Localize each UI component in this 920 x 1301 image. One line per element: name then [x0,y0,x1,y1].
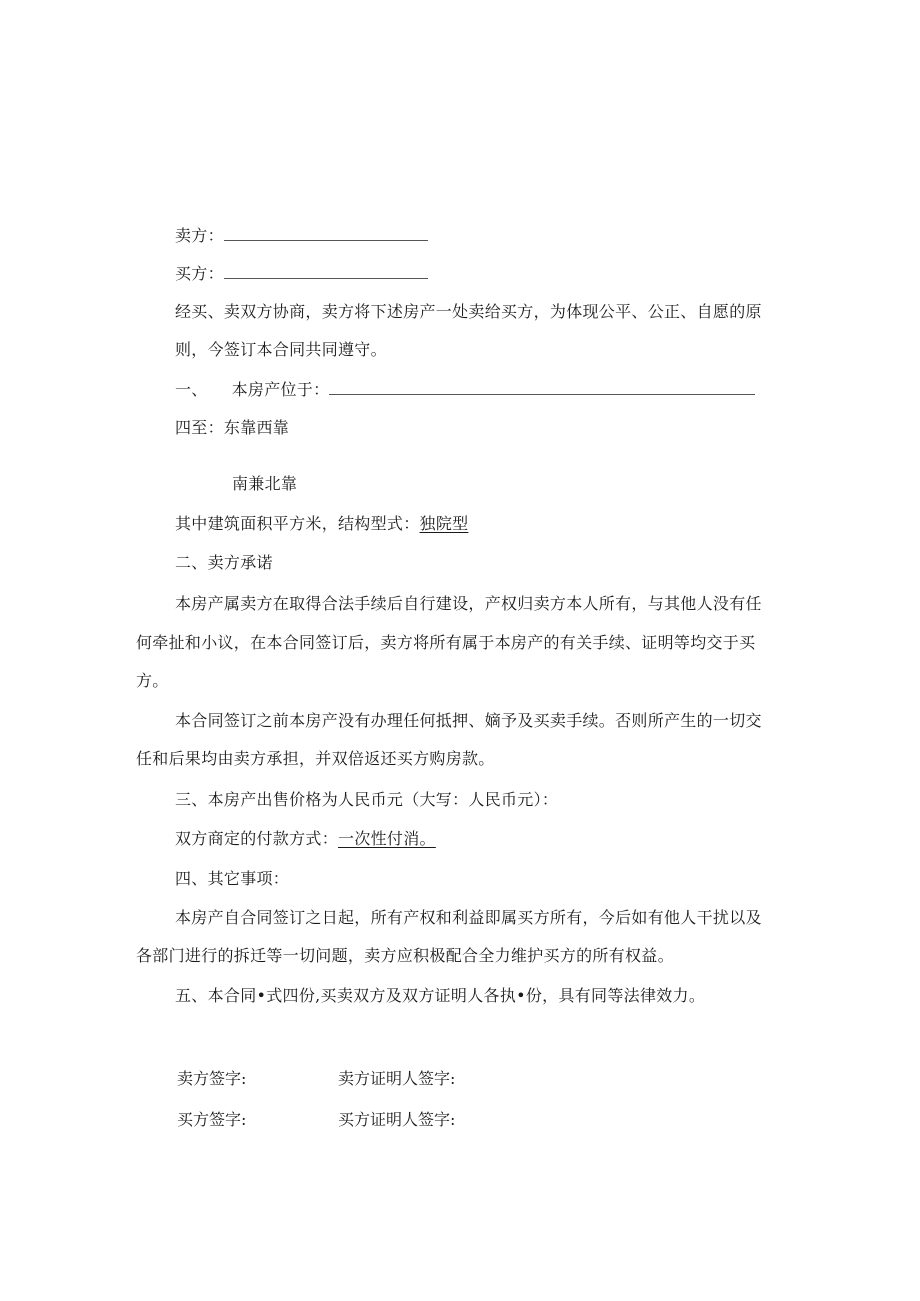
section5-text: 五、本合同•式四份,买卖双方及双方证明人各执•份，具有同等法律效力。 [175,986,706,1005]
buyer-label: 买方： [175,264,224,283]
payment-value: 一次性付消。 [338,829,436,848]
buyer-witness-label: 买方证明人签字: [338,1110,456,1129]
seller-signature-label: 卖方签字: [177,1069,247,1088]
buyer-blank [224,264,428,279]
structure-line [175,514,468,534]
structure-value: 独院型 [419,514,469,533]
section4-line-1: 本房产自合同签订之日起，所有产权和利益即属买方所有，今后如有他人干扰以及 [175,908,762,927]
section1-label: 本房产位于： [231,380,330,399]
boundaries-line-1: 四至：东靠西靠 [175,418,290,437]
boundaries-line-2: 南兼北靠 [232,474,298,493]
section4-line-2: 各部门进行的拆迁等一切问题，卖方应积极配合全力维护买方的所有权益。 [136,946,674,965]
seller-line [175,226,428,246]
payment-line [175,829,436,849]
section2-p2-line-1: 本合同签订之前本房产没有办理任何抵押、嫡予及买卖手续。否则所产生的一切交 [175,711,762,730]
seller-label: 卖方： [175,226,224,245]
buyer-line [175,264,428,284]
section2-p1-line-1: 本房产属卖方在取得合法手续后自行建设，产权归卖方本人所有，与其他人没有任 [175,594,762,613]
section1-line [175,380,755,400]
location-blank [329,380,755,395]
section2-p2-line-2: 任和后果均由卖方承担，并双倍返还买方购房款。 [136,749,495,768]
section2-heading: 二、卖方承诺 [175,553,273,572]
section1-number: 一、 [175,380,208,399]
section4-heading: 四、其它事项： [175,869,290,888]
seller-blank [224,226,428,241]
section2-p1-line-3: 方。 [136,671,169,690]
payment-label: 双方商定的付款方式： [175,829,339,848]
intro-line-1: 经买、卖双方协商，卖方将下述房产一处卖给买方，为体现公平、公正、自愿的原 [175,302,762,321]
section2-p1-line-2: 何牵扯和小议，在本合同签订后，卖方将所有属于本房产的有关手续、证明等均交于买 [136,633,756,652]
seller-witness-label: 卖方证明人签字: [338,1069,456,1088]
section3-heading: 三、本房产出售价格为人民币元（大写：人民币元）： [175,790,559,809]
intro-line-2: 则，今签订本合同共同遵守。 [175,340,387,359]
buyer-signature-label: 买方签字: [177,1110,247,1129]
structure-text: 其中建筑面积平方米，结构型式： [175,514,420,533]
